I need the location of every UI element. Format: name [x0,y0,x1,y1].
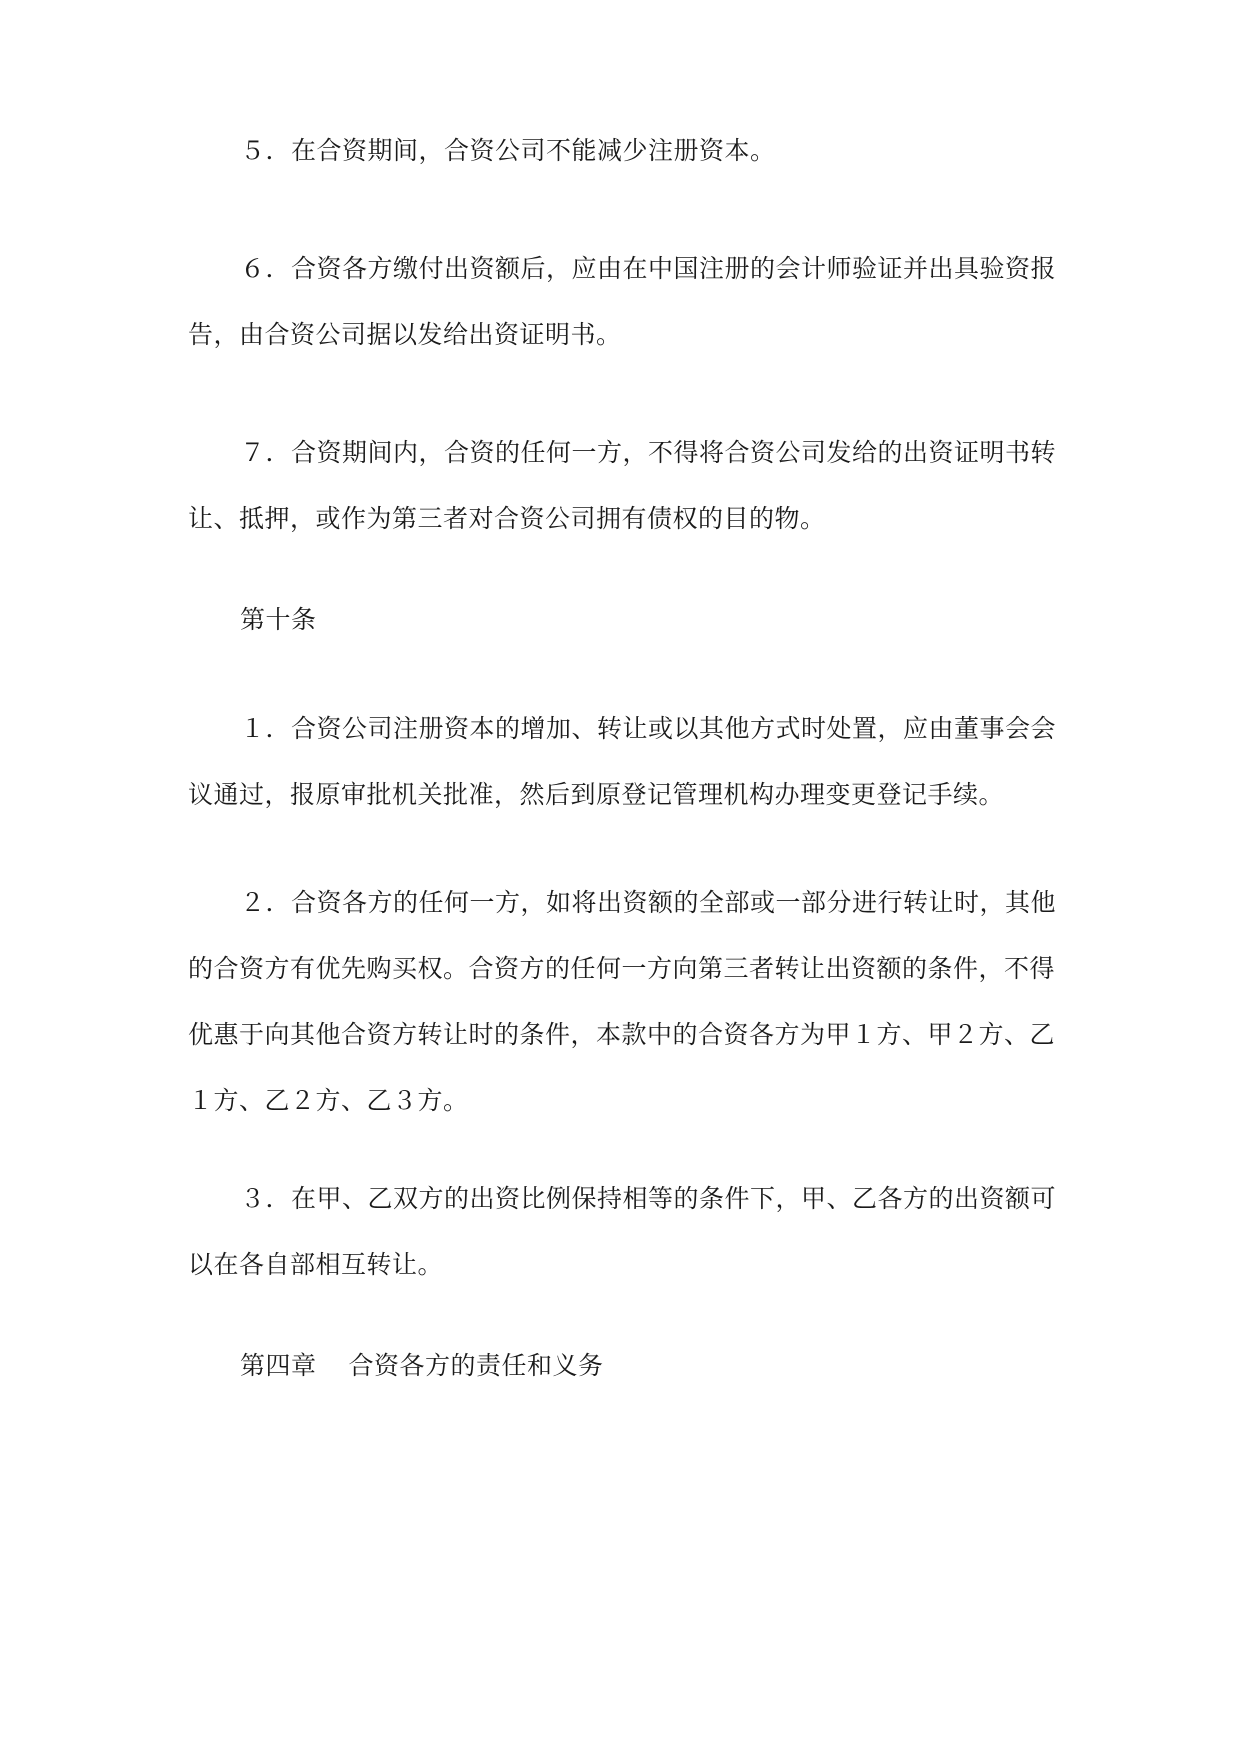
paragraph-text: ５．在合资期间，合资公司不能减少注册资本。 [240,136,776,165]
paragraph-line [188,236,1057,302]
chapter-title: 合资各方的责任和义务 [348,1351,604,1380]
paragraph-line [188,1166,1057,1232]
paragraph-line [188,420,1057,486]
paragraph-7 [188,420,1057,552]
paragraph-line: 优惠于向其他合资方转让时的条件，本款中的合资各方为甲１方、甲２方、乙 [188,1020,1056,1049]
paragraph-line: 议通过，报原审批机关批准，然后到原登记管理机构办理变更登记手续。 [188,780,1005,809]
paragraph-line [188,870,1057,936]
paragraph-text: ７．合资期间内，合资的任何一方，不得将合资公司发给的出资证明书转 [240,438,1057,467]
article-heading: 第十条 [240,605,317,634]
chapter-number: 第四章 [240,1351,317,1380]
paragraph-5 [188,118,1048,184]
paragraph-text: ２．合资各方的任何一方，如将出资额的全部或一部分进行转让时，其他 [240,888,1057,917]
chapter-heading [240,1346,604,1386]
article-paragraph-3 [188,1166,1057,1298]
paragraph-line [188,696,1057,762]
paragraph-line: １方、乙２方、乙３方。 [188,1086,469,1115]
paragraph-text: ６．合资各方缴付出资额后，应由在中国注册的会计师验证并出具验资报 [240,254,1057,283]
paragraph-line: 的合资方有优先购买权。合资方的任何一方向第三者转让出资额的条件，不得 [188,954,1056,983]
paragraph-line: 告，由合资公司据以发给出资证明书。 [188,320,622,349]
paragraph-text: ３．在甲、乙双方的出资比例保持相等的条件下，甲、乙各方的出资额可 [240,1184,1057,1213]
paragraph-line [188,118,1048,184]
article-paragraph-1 [188,696,1057,828]
article-paragraph-2 [188,870,1057,1134]
paragraph-6 [188,236,1057,368]
paragraph-line: 让、抵押，或作为第三者对合资公司拥有债权的目的物。 [188,504,826,533]
paragraph-line: 以在各自部相互转让。 [188,1250,444,1279]
paragraph-text: １．合资公司注册资本的增加、转让或以其他方式时处置，应由董事会会 [240,714,1057,743]
